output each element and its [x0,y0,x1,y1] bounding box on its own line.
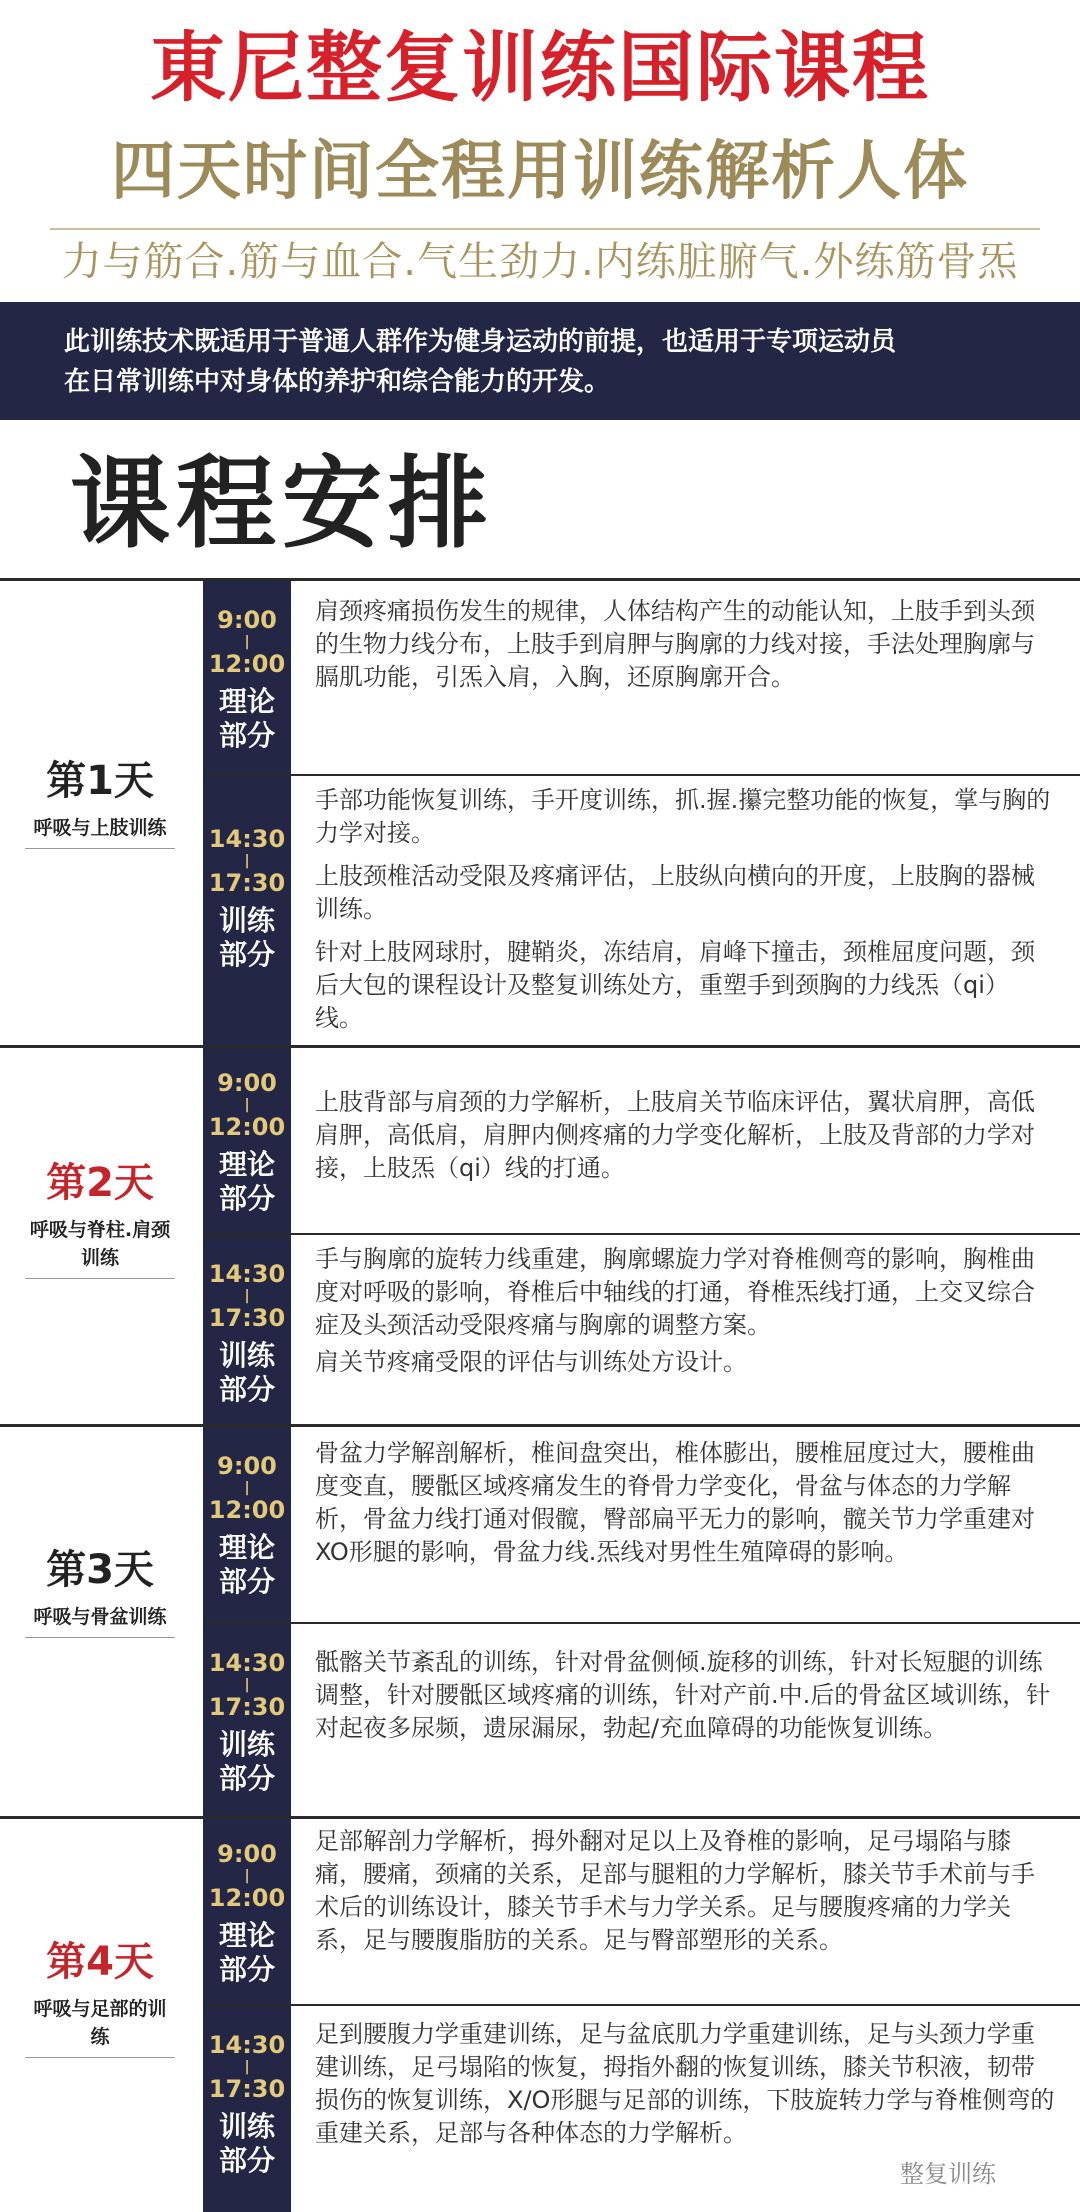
time-divider: | [244,1480,250,1496]
day-3-afternoon-session [203,1624,1080,1819]
intro-line-2: 在日常训练中对身体的养护和综合能力的开发。 [64,367,611,397]
time-divider: | [244,634,250,650]
time-column [203,2006,291,2212]
day-3-subtitle: 呼吸与骨盆训练 [25,1603,175,1638]
divider [50,228,1040,230]
end-time: 12:00 [208,1496,286,1524]
paragraph: 足部解剖力学解析，拇外翻对足以上及脊椎的影响，足弓塌陷与膝痛，腰痛，颈痛的关系，足部与腿粗的力学解析，膝关节手术前与手术后的训练设计，膝关节手术与力学关系。足与腰腹疼痛的力学关系，足与腰腹脂肪的关系。足与臀部塑形的关系。 [315,1827,1035,1954]
session-label: 部分 [218,1373,275,1406]
time-divider: | [244,1097,250,1113]
end-time: 17:30 [208,1304,286,1332]
day-4-label [0,1937,200,2058]
session-text [315,1646,1055,1745]
day-2-afternoon-session [203,1235,1080,1427]
session-label: 训练 [218,904,275,937]
paragraph: 骨盆力学解剖解析，椎间盘突出，椎体膨出，腰椎屈度过大，腰椎曲度变直，腰骶区域疼痛发生的脊骨力学变化，骨盆与体态的力学解析，骨盆力线打通对假髋，臀部扁平无力的影响，髋关节力学重建对XO形腿的影响，骨盆力线.炁线对男性生殖障碍的影响。 [315,1439,1035,1566]
start-time: 14:30 [208,2031,286,2059]
session-label: 部分 [218,938,275,971]
session-label: 训练 [218,2110,275,2143]
session-text [315,1243,1055,1379]
paragraph: 上肢颈椎活动受限及疼痛评估，上肢纵向横向的开度，上肢胸的器械训练。 [315,862,1035,923]
session-text [315,1437,1055,1569]
day-2-label [0,1158,200,1279]
tagline: 力与筋合.筋与血合.气生劲力.内练脏腑气.外练筋骨炁 [61,239,1019,285]
paragraph: 肩关节疼痛受限的评估与训练处方设计。 [315,1348,747,1376]
time-column [203,581,291,774]
session-label: 部分 [218,1182,275,1215]
session-text [315,595,1055,694]
session-label: 理论 [218,1531,275,1564]
session-label: 部分 [218,1953,275,1986]
main-title: 東尼整复训练国际课程 [150,23,930,112]
session-label: 理论 [218,1148,275,1181]
day-1-label [0,756,200,849]
time-divider: | [244,1868,250,1884]
time-column [203,1427,291,1622]
day-1-morning-session [203,581,1080,774]
time-column [203,1048,291,1233]
time-divider: | [244,1677,250,1693]
subtitle: 四天时间全程用训练解析人体 [111,135,969,209]
session-label: 部分 [218,2144,275,2177]
intro-banner [0,302,1080,420]
paragraph: 手部功能恢复训练，手开度训练，抓.握.攥完整功能的恢复，掌与胸的力学对接。 [315,786,1051,847]
start-time: 9:00 [217,1452,277,1480]
intro-line-1: 此训练技术既适用于普通人群作为健身运动的前提，也适用于专项运动员 [64,327,897,357]
session-label: 理论 [218,1919,275,1952]
start-time: 9:00 [217,1840,277,1868]
time-divider: | [244,853,250,869]
time-column [203,1235,291,1427]
session-text [315,784,1055,1035]
start-time: 14:30 [208,825,286,853]
day-3-name: 第3天 [46,1547,154,1593]
day-2-block [0,1045,1080,1427]
paragraph: 上肢背部与肩颈的力学解析，上肢肩关节临床评估，翼状肩胛，高低肩胛，高低肩，肩胛内侧疼痛的力学变化解析，上肢及背部的力学对接，上肢炁（qi）线的打通。 [315,1088,1035,1182]
day-1-afternoon-session [203,776,1080,1048]
day-4-morning-session [203,1819,1080,2004]
paragraph: 肩颈疼痛损伤发生的规律，人体结构产生的动能认知，上肢手到头颈的生物力线分布，上肢手到肩胛与胸廓的力线对接，手法处理胸廓与膈肌功能，引炁入肩，入胸，还原胸廓开合。 [315,597,1035,691]
paragraph: 手与胸廓的旋转力线重建，胸廓螺旋力学对脊椎侧弯的影响，胸椎曲度对呼吸的影响，脊椎后中轴线的打通，脊椎炁线打通，上交叉综合症及头颈活动受限疼痛与胸廓的调整方案。 [315,1245,1035,1339]
session-label: 部分 [218,1762,275,1795]
day-2-subtitle: 呼吸与脊柱.肩颈训练 [25,1216,175,1279]
start-time: 14:30 [208,1260,286,1288]
day-2-morning-session [203,1048,1080,1233]
end-time: 12:00 [208,650,286,678]
day-4-name: 第4天 [46,1939,154,1985]
end-time: 12:00 [208,1884,286,1912]
day-4-subtitle: 呼吸与足部的训练 [25,1995,175,2058]
day-1-name: 第1天 [46,758,154,804]
time-divider: | [244,2059,250,2075]
session-text [315,1086,1055,1185]
start-time: 9:00 [217,1069,277,1097]
start-time: 9:00 [217,606,277,634]
end-time: 17:30 [208,2075,286,2103]
day-2-name: 第2天 [46,1160,154,1206]
day-1-block [0,578,1080,1048]
schedule-heading: 课程安排 [70,445,494,562]
end-time: 17:30 [208,1693,286,1721]
watermark: 整复训练 [900,2160,996,2188]
session-text [315,1825,1055,1957]
time-column [203,1819,291,2004]
day-3-label [0,1545,200,1638]
session-label: 部分 [218,1565,275,1598]
session-label: 部分 [218,719,275,752]
paragraph: 足到腰腹力学重建训练，足与盆底肌力学重建训练，足与头颈力学重建训练，足弓塌陷的恢复，拇指外翻的恢复训练，膝关节积液，韧带损伤的恢复训练，X/O形腿与足部的训练，下肢旋转力学与脊椎侧弯的重建关系，足部与各种体态的力学解析。 [315,2020,1055,2147]
end-time: 17:30 [208,869,286,897]
day-3-morning-session [203,1427,1080,1622]
day-1-subtitle: 呼吸与上肢训练 [25,814,175,849]
time-divider: | [244,1288,250,1304]
time-column [203,1624,291,1819]
end-time: 12:00 [208,1113,286,1141]
session-label: 训练 [218,1339,275,1372]
session-text [315,2018,1055,2150]
paragraph: 针对上肢网球肘，腱鞘炎，冻结肩，肩峰下撞击，颈椎屈度问题，颈后大包的课程设计及整复训练处方，重塑手到颈胸的力线炁（qi）线。 [315,938,1035,1032]
session-label: 理论 [218,685,275,718]
session-label: 训练 [218,1728,275,1761]
day-4-block [0,1816,1080,2212]
time-column [203,776,291,1048]
start-time: 14:30 [208,1649,286,1677]
day-3-block [0,1424,1080,1819]
paragraph: 骶髂关节紊乱的训练，针对骨盆侧倾.旋移的训练，针对长短腿的训练调整，针对腰骶区域疼痛的训练，针对产前.中.后的骨盆区域训练，针对起夜多尿频，遗尿漏尿，勃起/充血障碍的功能恢复训练。 [315,1648,1051,1742]
